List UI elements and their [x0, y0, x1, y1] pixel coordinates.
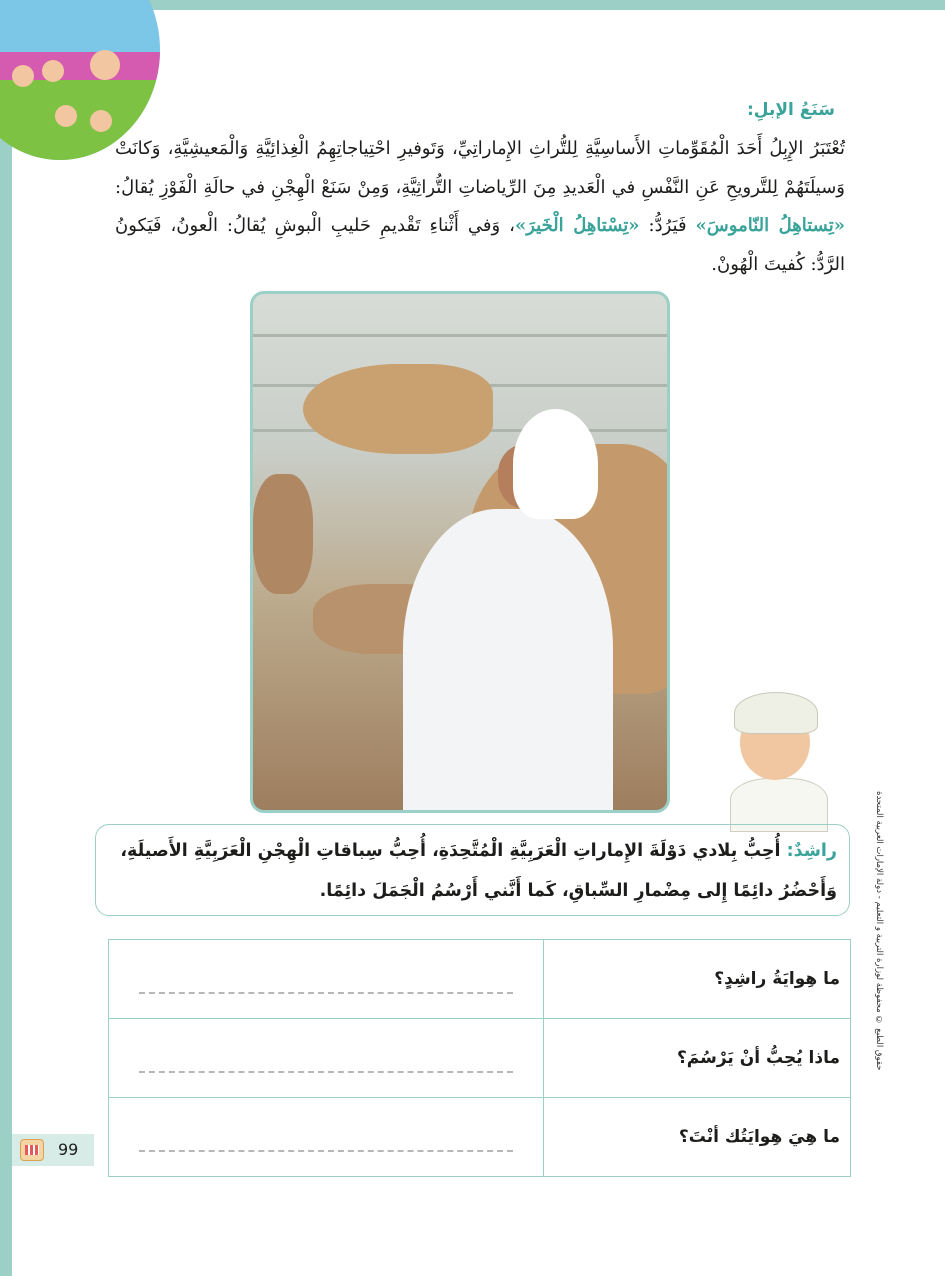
- kid-head: [90, 50, 120, 80]
- kid-head: [42, 60, 64, 82]
- answer-line: [139, 1061, 513, 1073]
- page-number: 99: [58, 1140, 79, 1159]
- answer-line: [139, 1140, 513, 1152]
- paragraph-part2: فَيَرُدُّ:: [639, 215, 696, 236]
- kid-head: [12, 65, 34, 87]
- intro-paragraph: [115, 130, 845, 284]
- speech-text: أُحِبُّ بِلادي دَوْلَةَ الإِماراتِ الْعَرَبِيَّةِ الْمُتَّحِدَةِ، أُحِبُّ سِباقاتِ الْهِجْنِ الْعَرَبِيَّةِ الأَصيلَةِ، وَأَحْضُرُ دائِمًا إِلى مِضْمارِ السِّباقِ، كَما أَنَّني أَرْسُمُ الْجَمَلَ دائِمًا.: [120, 841, 837, 901]
- rashid-character: [722, 690, 832, 830]
- answer-cell[interactable]: [109, 1098, 544, 1177]
- camel-head: [303, 364, 493, 454]
- question-cell: ماذا يُحِبُّ أنْ يَرْسُمَ؟: [544, 1019, 851, 1098]
- camel-photo: [250, 291, 670, 813]
- speaker-name: راشِدٌ:: [786, 841, 837, 861]
- table-row: [109, 1019, 851, 1098]
- question-table: [108, 939, 851, 1177]
- question-cell: ما هِيَ هِوايَتُك أنْتَ؟: [544, 1098, 851, 1177]
- copyright-note: حقوق الطبع © محفوظة لوزارة التربية و التعليم - دولة الإمارات العربية المتحدة: [874, 790, 884, 1070]
- kid-head: [55, 105, 77, 127]
- man-robe: [403, 509, 613, 813]
- paragraph-part1: تُعْتَبَرُ الإِبِلُ أَحَدَ الْمُقَوِّماتِ الأَساسِيَّةِ لِلتُّراثِ الإِماراتِيِّ، وَتَوفيرِ احْتِياجاتِهِمُ الْغِذائِيَّةِ وَالْمَعيشِيَّةِ، وَكانَتْ وَسيلَتَهُمْ لِلتَّرويحِ عَنِ النَّفْسِ في الْعَديدِ مِنَ الرِّياضاتِ التُّراثِيَّةِ، وَمِنْ سَنَعْ الْهِجْنِ في حالَةِ الْفَوْزِ يُقالُ:: [115, 138, 845, 198]
- answer-cell[interactable]: [109, 1019, 544, 1098]
- book-icon: [20, 1139, 44, 1161]
- background-camel: [253, 474, 313, 594]
- paragraph-quote1: «تِستاهِلُ النّاموسَ»: [695, 215, 845, 236]
- answer-line: [139, 982, 513, 994]
- answer-cell[interactable]: [109, 940, 544, 1019]
- top-accent-bar: [145, 0, 945, 10]
- man-turban: [513, 409, 598, 519]
- boy-cap: [734, 692, 818, 734]
- table-row: [109, 940, 851, 1019]
- left-accent-bar: [0, 0, 12, 1276]
- table-row: [109, 1098, 851, 1177]
- section-title: سَنَعُ الإبلِ:: [746, 100, 835, 120]
- kid-head: [90, 110, 112, 132]
- paragraph-part3: ، وَفي أَثْناءِ تَقْديمِ حَليبِ الْبوشِ يُقالُ: الْعونُ، فَيَكونُ الرَّدُّ: كُفيتَ الْهُونْ.: [115, 215, 845, 275]
- speech-box: [95, 824, 850, 916]
- question-cell: ما هِوايَةُ راشِدٍ؟: [544, 940, 851, 1019]
- paragraph-quote2: «تِسْتاهِلُ الْخَيرَ»: [514, 215, 640, 236]
- roof-beam: [253, 334, 667, 337]
